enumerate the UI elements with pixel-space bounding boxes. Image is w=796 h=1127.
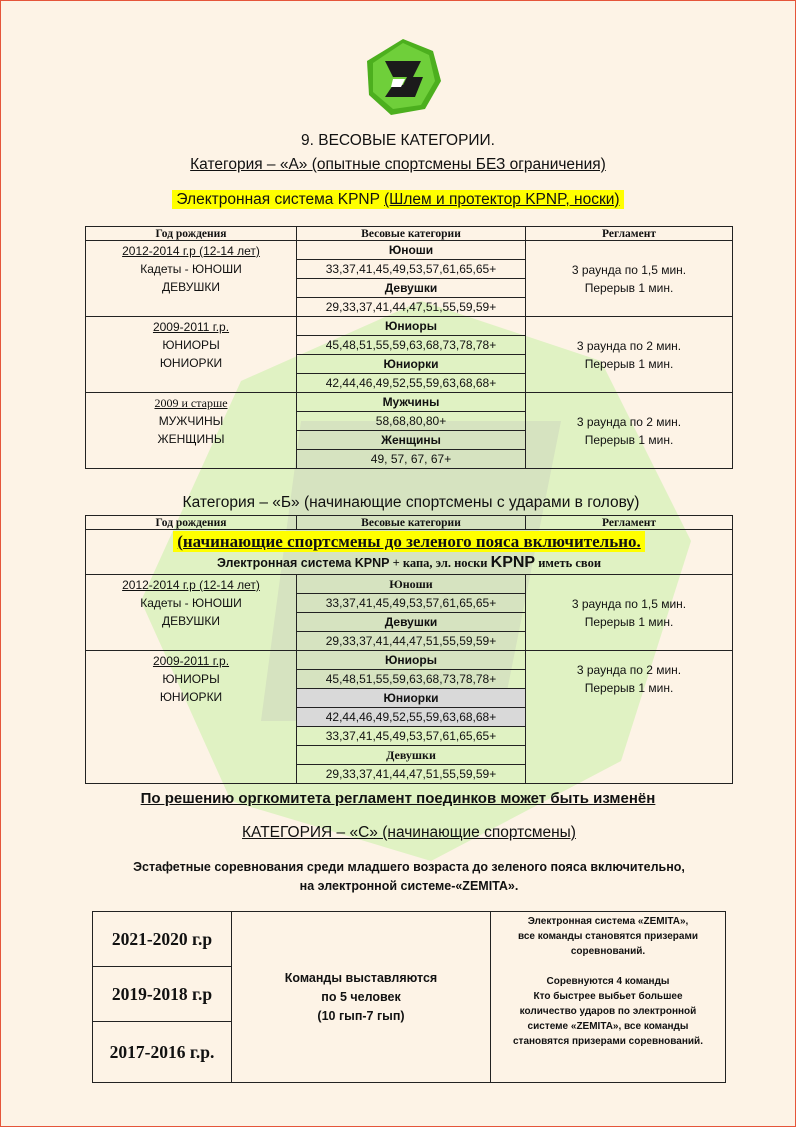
weight-group-name: Девушки bbox=[297, 746, 526, 765]
rules-break: Перерыв 1 мин. bbox=[584, 681, 674, 695]
category-a-system-text: Электронная система KPNP bbox=[176, 191, 384, 208]
info-line: соревнований. bbox=[570, 946, 646, 957]
info-line: Кто быстрее выбьет большее bbox=[533, 991, 683, 1002]
weight-values: 33,37,41,45,49,53,57,61,65,65+ bbox=[297, 727, 526, 746]
weight-group-name: Женщины bbox=[297, 431, 526, 450]
info-line: все команды становятся призерами bbox=[517, 931, 699, 942]
info-line: количество ударов по электронной bbox=[519, 1006, 697, 1017]
group-label: ЖЕНЩИНЫ bbox=[157, 432, 225, 446]
teams-line: (10 гып-7 гып) bbox=[317, 1008, 405, 1023]
category-c-title bbox=[1, 824, 796, 842]
category-b-banner-row bbox=[86, 530, 733, 575]
year-value: 2009-2011 г.р. bbox=[152, 654, 230, 668]
rules-cell bbox=[526, 575, 733, 651]
rules-break: Перерыв 1 мин. bbox=[584, 356, 674, 371]
rules-break: Перерыв 1 мин. bbox=[584, 614, 674, 629]
rules-rounds: 3 раунда по 1,5 мин. bbox=[571, 262, 687, 277]
rules-cell bbox=[526, 317, 733, 393]
weight-values: 58,68,80,80+ bbox=[297, 412, 526, 431]
category-a-system-highlight bbox=[172, 190, 623, 209]
info-line: становятся призерами соревнований. bbox=[513, 1036, 703, 1047]
weight-group-name: Юноши bbox=[297, 241, 526, 260]
weights-table-a bbox=[85, 226, 733, 469]
weight-values: 45,48,51,55,59,63,68,73,78,78+ bbox=[297, 670, 526, 689]
weight-group-name: Юниорки bbox=[297, 355, 526, 374]
category-b-banner bbox=[86, 530, 733, 575]
relay-description bbox=[1, 858, 796, 896]
group-label: ЮНИОРЫ bbox=[162, 672, 220, 686]
teams-line: Команды выставляются bbox=[284, 970, 438, 985]
weight-values: 29,33,37,41,44,47,51,55,59,59+ bbox=[297, 765, 526, 784]
table-row bbox=[86, 651, 733, 670]
system-suffix: иметь свои bbox=[535, 555, 602, 570]
table-row bbox=[86, 317, 733, 336]
info-cell bbox=[491, 912, 726, 1083]
year-value: 2012-2014 г.р (12-14 лет) bbox=[122, 578, 260, 592]
category-b-highlight: (начинающие спортсмены до зеленого пояса включительно. bbox=[173, 531, 645, 552]
year-cell: 2017-2016 г.р. bbox=[93, 1022, 232, 1083]
weight-values: 29,33,37,41,44,47,51,55,59,59+ bbox=[297, 298, 526, 317]
weight-group-name: Девушки bbox=[297, 279, 526, 298]
category-c-title-text: КАТЕГОРИЯ – «С» (начинающие спортсмены) bbox=[242, 824, 576, 841]
header-rules: Регламент bbox=[526, 516, 733, 530]
rules-cell bbox=[526, 393, 733, 469]
weight-values: 45,48,51,55,59,63,68,73,78,78+ bbox=[297, 336, 526, 355]
group-label: ДЕВУШКИ bbox=[162, 280, 220, 294]
section-title: 9. ВЕСОВЫЕ КАТЕГОРИИ. bbox=[301, 132, 495, 149]
rules-cell bbox=[526, 241, 733, 317]
group-label: Кадеты - ЮНОШИ bbox=[140, 262, 242, 276]
system-prefix: Электронная система KPNP bbox=[216, 555, 390, 570]
year-value: 2009 и старше bbox=[154, 396, 228, 410]
category-b-title: Категория – «Б» (начинающие спортсмены с ударами в голову) bbox=[182, 494, 640, 511]
teams-cell bbox=[232, 912, 491, 1083]
weight-group-name: Юноши bbox=[297, 575, 526, 594]
header-year: Год рождения bbox=[86, 516, 297, 530]
year-cell bbox=[86, 575, 297, 651]
info-line: системе «ZEMITA», все команды bbox=[527, 1021, 689, 1032]
rules-rounds: 3 раунда по 2 мин. bbox=[576, 338, 682, 353]
weight-group-name: Мужчины bbox=[297, 393, 526, 412]
committee-note: По решению оргкомитета регламент поединков может быть изменён bbox=[140, 790, 656, 807]
year-cell bbox=[86, 317, 297, 393]
info-line: Соревнуются 4 команды bbox=[546, 976, 670, 987]
info-line: Электронная система «ZEMITA», bbox=[527, 916, 689, 927]
rules-rounds: 3 раунда по 1,5 мин. bbox=[571, 596, 687, 611]
weight-group-name: Девушки bbox=[297, 613, 526, 632]
category-b-system bbox=[86, 553, 732, 573]
category-c-table bbox=[92, 911, 726, 1083]
header-weights: Весовые категории bbox=[297, 227, 526, 241]
rules-break: Перерыв 1 мин. bbox=[584, 432, 674, 447]
rules-rounds: 3 раунда по 2 мин. bbox=[576, 414, 682, 429]
weight-group-name: Юниоры bbox=[297, 317, 526, 336]
header-rules: Регламент bbox=[526, 227, 733, 241]
table-row bbox=[86, 393, 733, 412]
year-cell bbox=[86, 393, 297, 469]
weight-values: 42,44,46,49,52,55,59,63,68,68+ bbox=[297, 708, 526, 727]
rules-cell bbox=[526, 651, 733, 784]
group-label: ЮНИОРКИ bbox=[159, 356, 223, 370]
year-cell: 2021-2020 г.р bbox=[93, 912, 232, 967]
weight-group-name: Юниоры bbox=[297, 651, 526, 670]
year-cell bbox=[86, 241, 297, 317]
table-header-row bbox=[86, 516, 733, 530]
group-label: ДЕВУШКИ bbox=[162, 614, 220, 628]
category-a-system-underlined: (Шлем и протектор KPNP, носки) bbox=[383, 191, 620, 208]
weight-values: 29,33,37,41,44,47,51,55,59,59+ bbox=[297, 632, 526, 651]
year-value: 2009-2011 г.р. bbox=[152, 320, 230, 334]
table-header-row bbox=[86, 227, 733, 241]
table-row bbox=[86, 241, 733, 260]
group-label: Кадеты - ЮНОШИ bbox=[140, 596, 242, 610]
weight-values: 49, 57, 67, 67+ bbox=[297, 450, 526, 469]
weight-values: 42,44,46,49,52,55,59,63,68,68+ bbox=[297, 374, 526, 393]
year-cell: 2019-2018 г.р bbox=[93, 967, 232, 1022]
category-a-title-text: Категория – «А» (опытные спортсмены БЕЗ ограничения) bbox=[190, 156, 606, 173]
weight-values: 33,37,41,45,49,53,57,61,65,65+ bbox=[297, 260, 526, 279]
header-year: Год рождения bbox=[86, 227, 297, 241]
group-label: МУЖЧИНЫ bbox=[158, 414, 224, 428]
table-row bbox=[86, 575, 733, 594]
group-label: ЮНИОРЫ bbox=[162, 338, 220, 352]
year-value: 2012-2014 г.р (12-14 лет) bbox=[122, 244, 260, 258]
weight-values: 33,37,41,45,49,53,57,61,65,65+ bbox=[297, 594, 526, 613]
relay-line: на электронной системе-«ZEMITA». bbox=[299, 879, 519, 893]
system-big: KPNP bbox=[490, 553, 536, 571]
relay-line: Эстафетные соревнования среди младшего возраста до зеленого пояса включительно, bbox=[133, 860, 685, 874]
info-spacer bbox=[497, 959, 719, 974]
teams-line: по 5 человек bbox=[321, 989, 401, 1004]
weights-table-b bbox=[85, 515, 733, 784]
zemita-logo bbox=[363, 37, 443, 117]
category-a-title bbox=[1, 156, 795, 174]
category-a-system bbox=[1, 191, 795, 209]
header-weights: Весовые категории bbox=[297, 516, 526, 530]
system-mid: + капа, эл. носки bbox=[389, 555, 491, 570]
year-cell bbox=[86, 651, 297, 784]
group-label: ЮНИОРКИ bbox=[159, 690, 223, 704]
rules-break: Перерыв 1 мин. bbox=[584, 280, 674, 295]
weight-group-name: Юниорки bbox=[297, 689, 526, 708]
rules-rounds: 3 раунда по 2 мин. bbox=[576, 663, 682, 677]
